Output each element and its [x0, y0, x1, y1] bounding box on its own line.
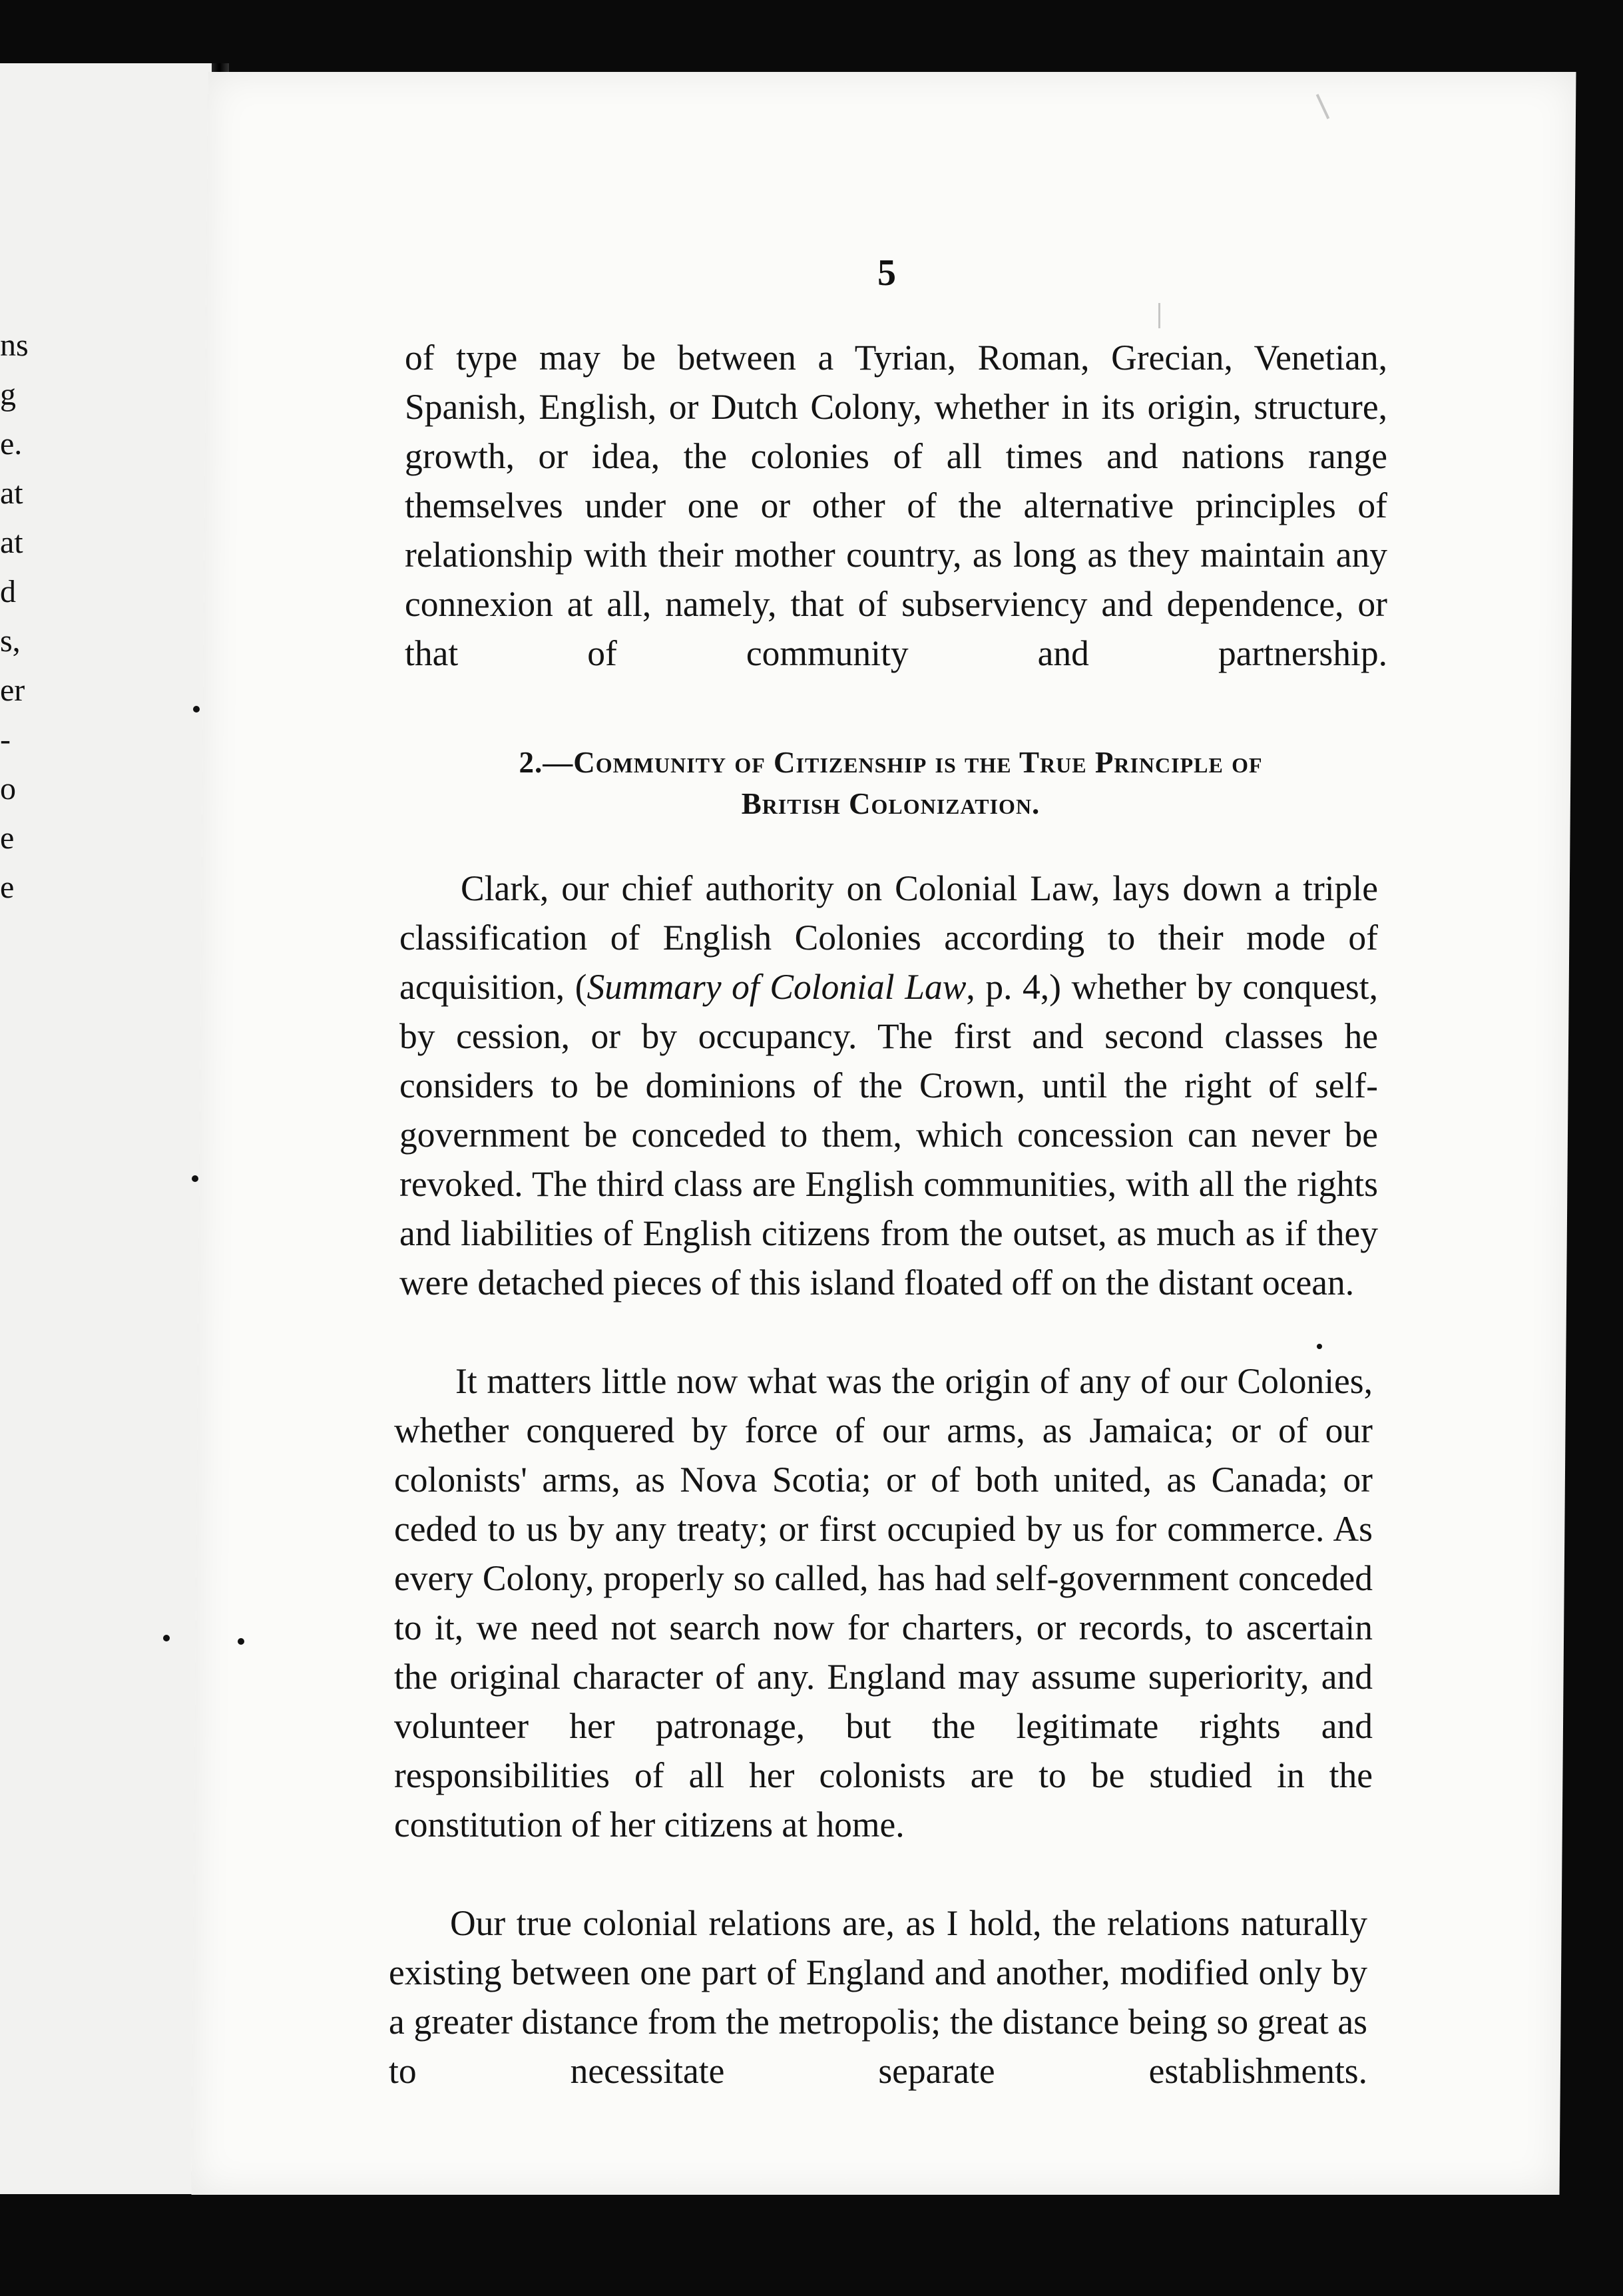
facing-page-fragment: er — [0, 673, 25, 708]
facing-page-edge — [0, 63, 223, 2194]
ink-speck — [238, 1638, 244, 1645]
facing-page-fragment: - — [0, 722, 11, 757]
page-number: 5 — [877, 252, 896, 294]
facing-page-fragment: at — [0, 525, 23, 560]
facing-page-fragment: e — [0, 870, 15, 905]
ink-speck — [193, 706, 200, 713]
facing-page-fragment: e — [0, 820, 15, 856]
ink-speck — [1317, 1344, 1322, 1349]
facing-page-fragment: at — [0, 475, 23, 511]
section-heading — [399, 742, 1382, 824]
section-heading-line-2: British Colonization. — [741, 787, 1041, 820]
facing-page-fragment: e. — [0, 426, 23, 461]
ink-speck — [192, 1175, 198, 1182]
facing-page-fragment: s, — [0, 623, 21, 659]
facing-page-fragment: g — [0, 377, 16, 412]
paragraph-clark — [399, 864, 1378, 1307]
paragraph-relations: Our true colonial relations are, as I hold, the relations naturally existing between one part of England and another, modified only by a greater distance from the metropolis; the distance being so great as to necessitate separate establishments. — [389, 1903, 1367, 2091]
facing-page-fragment: o — [0, 771, 16, 806]
paragraph-clark-text-b: , p. 4,) whether by conquest, by cession, or by occupancy. The first and second classes he considers to be dominions of the Crown, until the right of self-government be conceded to them, which concession can never be revoked. The third class are English communities, with all the rights and liabilities of English citizens from the outset, as much as if they were detached pieces of this island floated off on the distant ocean. — [399, 967, 1378, 1302]
page-scratch — [1158, 303, 1160, 328]
section-heading-line-1: 2.—Community of Citizenship is the True Principle of — [519, 746, 1263, 779]
facing-page-fragment: ns — [0, 328, 29, 363]
paragraph-clark-text-a: Clark, our chief authority on Colonial Law, lays down a triple classification of English Colonies according to their mode of acquisition, ( — [399, 868, 1378, 1007]
paragraph-clark-title: Summary of Colonial Law — [586, 967, 967, 1007]
paragraph-origin: It matters little now what was the origin of any of our Colonies, whether conquered by force of our arms, as Jamaica; or of our colonists' arms, as Nova Scotia; or of both united, as Canada; or ceded to us by any treaty; or first occupied by us for commerce. As every Colony, properly so called, has had self-government conceded to it, we need not search now for charters, or records, to ascertain the original character of any. England may assume superiority, and volunteer her patronage, but the legitimate rights and responsibilities of all her colonists are to be studied in the constitution of her citizens at home. — [394, 1361, 1373, 1845]
paragraph-continuation: of type may be between a Tyrian, Roman, Grecian, Venetian, Spanish, English, or Dutch Colony, whether in its origin, structure, growth, or idea, the colonies of all times and nations range themselves under one or other of the alternative principles of relationship with their mother country, as long as they maintain any connexion at all, namely, that of subserviency and dependence, or that of community and partnership. — [405, 338, 1387, 673]
facing-page-fragment: d — [0, 574, 16, 609]
ink-speck — [163, 1635, 170, 1641]
